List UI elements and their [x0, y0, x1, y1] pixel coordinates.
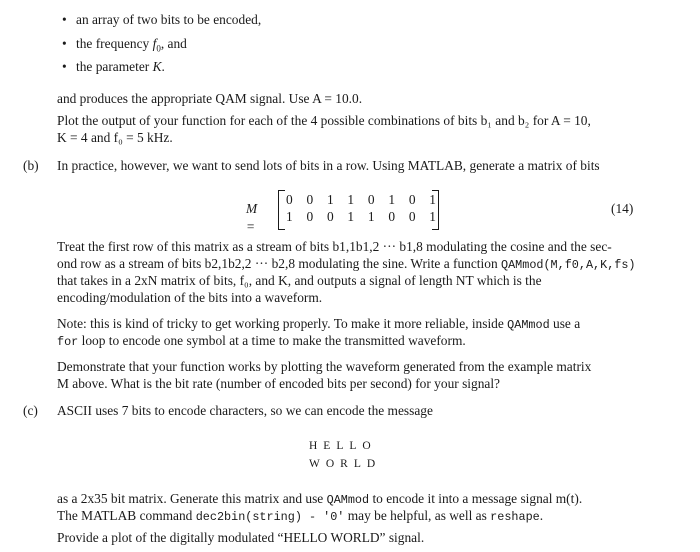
- matrix-cell: 1: [429, 209, 436, 224]
- qammod-code: QAMmod: [326, 493, 370, 507]
- bullet-frequency-post: , and: [160, 36, 187, 51]
- matrix-right-bracket: [432, 190, 439, 230]
- part-c-intro: ASCII uses 7 bits to encode characters, so we can encode the message: [57, 403, 433, 418]
- matrix-cell: 0: [367, 192, 375, 207]
- bullet-parameter: [76, 58, 165, 76]
- matrix-cell: 1: [286, 209, 293, 224]
- matrix-left-bracket: [278, 190, 285, 230]
- matrix-cell: 1: [347, 209, 355, 224]
- as-line-1-post: to encode it into a message signal m(t).: [369, 491, 583, 506]
- as-line-2: [57, 507, 657, 527]
- sub-0: 0: [156, 43, 161, 54]
- part-b-label: (b): [23, 158, 39, 173]
- note-line-2: [57, 332, 657, 352]
- as-line-2-mid: may be helpful, as well as: [344, 508, 491, 523]
- note-text: Note: this is kind of tricky to get working properly. To make it more reliable, inside: [57, 316, 508, 331]
- equation-number: (14): [611, 201, 634, 216]
- reshape-code: reshape: [490, 510, 540, 524]
- as-line-2-post: .: [539, 508, 544, 523]
- note-line-2-text: loop to encode one symbol at a time to make the transmitted waveform.: [78, 333, 466, 348]
- plot-line-1: Plot the output of your function for each of the 4 possible combinations of bits b₁ and b₂ for A = 10,: [57, 113, 591, 128]
- bullet-bits-text: an array of two bits to be encoded,: [76, 12, 262, 27]
- matrix-cell: 0: [326, 209, 334, 224]
- matrix-cell: 1: [326, 192, 334, 207]
- qammod-code: QAMmod: [507, 318, 550, 332]
- bullet-frequency: [76, 35, 187, 53]
- matrix-cell: 0: [306, 209, 314, 224]
- final-line: Provide a plot of the digitally modulated “HELLO WORLD” signal.: [57, 530, 425, 545]
- bullet-parameter-text: the parameter: [76, 59, 153, 74]
- matrix-cell: 0: [408, 209, 416, 224]
- for-code: for: [57, 335, 79, 349]
- bullet-bits: [76, 11, 261, 29]
- matrix-cell: 0: [306, 192, 314, 207]
- part-c-label: (c): [23, 403, 38, 418]
- hello-text: HELLO: [309, 440, 377, 452]
- matrix-cell: 0: [388, 209, 396, 224]
- matrix-cell: 1: [429, 192, 436, 207]
- qammod-signature: QAMmod(M,f0,A,K,fs): [501, 258, 636, 272]
- part-b-intro: In practice, however, we want to send lots of bits in a row. Using MATLAB, generate a matrix of bits: [57, 158, 600, 173]
- matrix-lhs: M =: [246, 201, 258, 234]
- matrix-cell: 0: [286, 192, 293, 207]
- matrix-row-2: [286, 208, 436, 226]
- var-f: f: [152, 36, 157, 51]
- treat-line-1: Treat the first row of this matrix as a stream of bits b1,1b1,2 ··· b1,8 modulating the cosine and the sec-: [57, 239, 612, 254]
- bullet-parameter-post: .: [161, 59, 165, 74]
- demo-line-1: Demonstrate that your function works by plotting the waveform generated from the example matrix: [57, 359, 592, 374]
- matrix-cell: 1: [347, 192, 355, 207]
- as-line-1-text: as a 2x35 bit matrix. Generate this matrix and use: [57, 491, 327, 506]
- world-text: WORLD: [309, 458, 382, 470]
- matrix-cell: 1: [367, 209, 375, 224]
- treat-line-4: encoding/modulation of the bits into a waveform.: [57, 290, 323, 305]
- treat-line-2-text: ond row as a stream of bits b2,1b2,2 ··· b2,8 modulating the sine. Write a function: [57, 256, 501, 271]
- note-post: use a: [549, 316, 581, 331]
- dec2bin-code: dec2bin(string) - '0': [195, 510, 345, 524]
- produce-paragraph: and produces the appropriate QAM signal. Use A = 10.0.: [57, 91, 363, 106]
- plot-line-2: K = 4 and f₀ = 5 kHz.: [57, 130, 173, 145]
- as-line-2-text: The MATLAB command: [57, 508, 196, 523]
- demo-line-2: M above. What is the bit rate (number of encoded bits per second) for your signal?: [57, 376, 500, 391]
- var-k: K: [152, 59, 162, 74]
- matrix-row-1: [286, 191, 436, 209]
- bullet-frequency-text: the frequency: [76, 36, 153, 51]
- treat-line-3: that takes in a 2xN matrix of bits, f₀, and K, and outputs a signal of length NT which is the: [57, 273, 542, 288]
- matrix-cell: 1: [388, 192, 396, 207]
- matrix-cell: 0: [408, 192, 416, 207]
